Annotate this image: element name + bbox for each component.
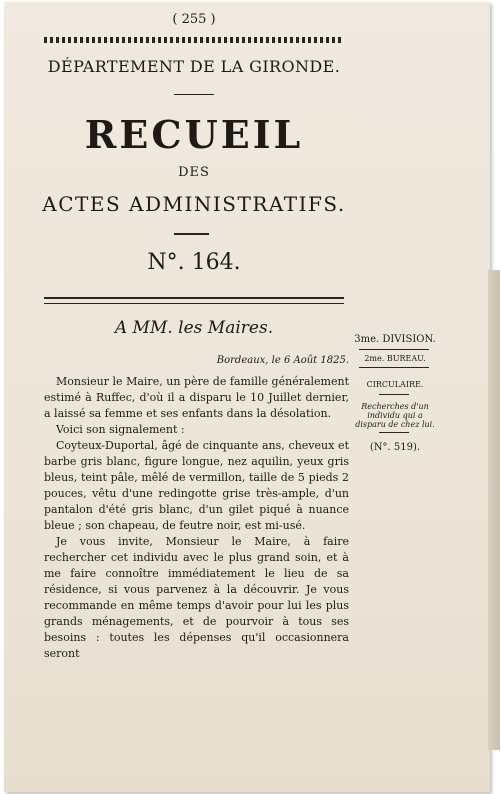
page-edge [488, 270, 500, 750]
paragraph: Voici son signalement : [56, 423, 185, 436]
sidebar-rule [359, 367, 429, 368]
sidebar-rule [379, 394, 409, 395]
page-title: RECUEIL [84, 112, 304, 157]
issue-number: N°. 164. [147, 250, 241, 275]
document-page [4, 2, 490, 792]
circular-label: CIRCULAIRE. [366, 380, 424, 389]
paragraph: Coyteux-Duportal, âgé de cinquante ans, cheveux et barbe gris blanc, figure longue, nez aquilin, yeux gris bleus, teint pâle, mêlé de vermillon, taille de 5 pieds 2 pouces, vêtu d'une redingotte grise très-ample, d'un pantalon d'été gris blanc, d'un gilet piqué à nuance bleue ; son chapeau, de feutre noir, est mi-usé. [44, 439, 349, 532]
divider [174, 233, 209, 235]
salutation: A MM. les Maires. [114, 318, 274, 338]
ornamental-rule [44, 37, 344, 43]
paragraph: Je vous invite, Monsieur le Maire, à faire rechercher cet individu avec le plus grand soin, et à me faire connoître immédiatement le lieu de sa résidence, si vous parvenez à la découvrir. Je vous recommande en même temps d'avoir pour lui les plus grands ménagements, et de pourvoir à tous ses besoins : toutes les dépenses qu'il occasionnera seront [44, 535, 349, 660]
paragraph: Monsieur le Maire, un père de famille généralement estimé à Ruffec, d'où il a disparu le 10 Juillet dernier, a laissé sa femme et ses enfants dans la désolation. [44, 375, 349, 420]
subject-note: Recherches d'un individu qui a disparu de chez lui. [355, 402, 435, 429]
title-connector: DES [178, 165, 210, 180]
reference-number: (N°. 519). [369, 442, 421, 453]
letter-date: Bordeaux, le 6 Août 1825. [216, 355, 349, 366]
page-subtitle: ACTES ADMINISTRATIFS. [42, 192, 346, 216]
letter-body [44, 374, 349, 662]
divider [174, 94, 214, 95]
double-rule [44, 297, 344, 304]
bureau-label: 2me. BUREAU. [364, 354, 426, 363]
division-label: 3me. DIVISION. [354, 334, 436, 345]
sidebar-rule [359, 349, 429, 350]
sidebar-rule [379, 432, 409, 433]
department-heading: DÉPARTEMENT DE LA GIRONDE. [47, 57, 341, 76]
page-number: ( 255 ) [172, 12, 216, 27]
